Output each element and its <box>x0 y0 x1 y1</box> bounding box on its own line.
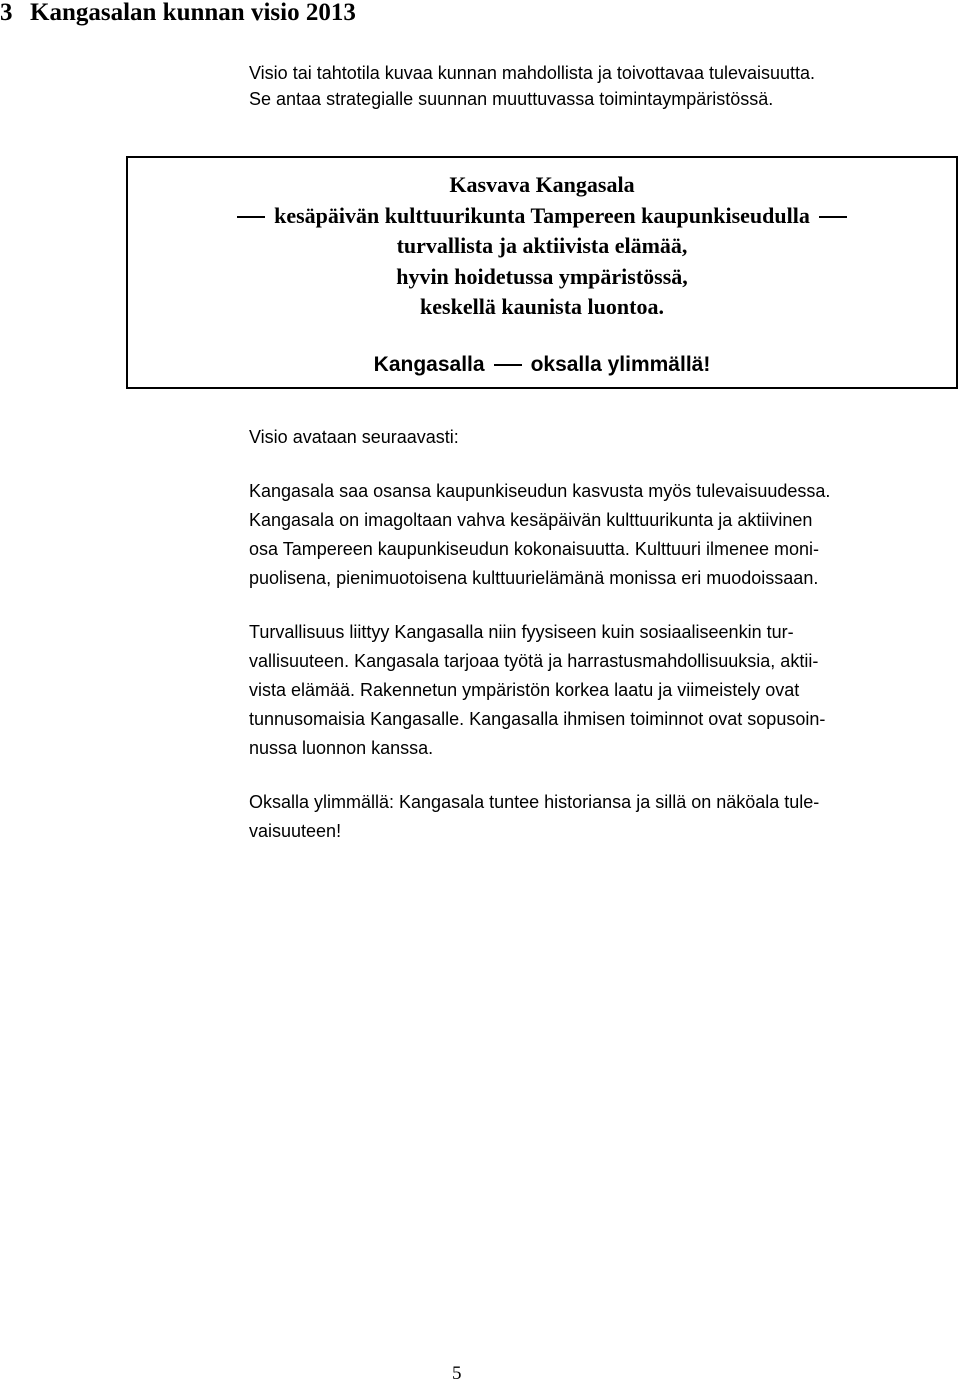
text-line: Turvallisuus liittyy Kangasalla niin fyysiseen kuin sosiaaliseenkin tur- <box>249 622 794 642</box>
dash-right-icon <box>819 216 847 218</box>
vision-title: Kasvava Kangasala <box>449 172 635 197</box>
vision-motto <box>128 350 956 380</box>
dash-icon <box>494 364 522 366</box>
page-number: 5 <box>452 1363 462 1384</box>
explanation-paragraph-3 <box>249 788 949 846</box>
vision-line: turvallista ja aktiivista elämää, <box>396 233 688 258</box>
vision-line: keskellä kaunista luontoa. <box>420 294 664 319</box>
paragraph-gap <box>249 452 949 477</box>
text-line: nussa luonnon kanssa. <box>249 738 434 758</box>
section-heading <box>0 0 356 28</box>
section-number: 3 <box>0 0 13 26</box>
paragraph-gap <box>249 593 949 618</box>
text-line: puolisena, pienimuotoisena kulttuurielämänä monissa eri muodoissaan. <box>249 568 819 588</box>
text-line: vallisuuteen. Kangasala tarjoaa työtä ja harrastusmahdollisuuksia, aktii- <box>249 651 819 671</box>
text-line: Kangasala saa osansa kaupunkiseudun kasvusta myös tulevaisuudessa. <box>249 481 831 501</box>
vision-line <box>128 201 956 232</box>
intro-line: Visio tai tahtotila kuvaa kunnan mahdollista ja toivottavaa tulevaisuutta. <box>249 63 816 83</box>
vision-line: hyvin hoidetussa ympäristössä, <box>396 263 688 289</box>
vision-explanation <box>249 423 949 846</box>
text-line: Kangasala on imagoltaan vahva kesäpäivän kulttuurikunta ja aktiivinen <box>249 510 813 530</box>
explanation-lead: Visio avataan seuraavasti: <box>249 427 459 447</box>
intro-line: Se antaa strategialle suunnan muuttuvassa toimintaympäristössä. <box>249 89 774 109</box>
motto-left: Kangasalla <box>373 353 485 376</box>
paragraph-gap <box>249 763 949 788</box>
explanation-paragraph-2 <box>249 618 949 763</box>
text-line: Oksalla ylimmällä: Kangasala tuntee historiansa ja sillä on näköala tule- <box>249 792 820 812</box>
vision-line-text: kesäpäivän kulttuurikunta Tampereen kaupunkiseudulla <box>274 202 810 228</box>
section-title: Kangasalan kunnan visio 2013 <box>30 0 356 26</box>
text-line: vista elämää. Rakennetun ympäristön korkea laatu ja viimeistely ovat <box>249 680 800 700</box>
intro-paragraph <box>249 60 949 112</box>
dash-left-icon <box>237 216 265 218</box>
vision-statement <box>128 170 956 323</box>
text-line: vaisuuteen! <box>249 821 342 841</box>
text-line: osa Tampereen kaupunkiseudun kokonaisuutta. Kulttuuri ilmenee moni- <box>249 539 820 559</box>
motto-right: oksalla ylimmällä! <box>530 353 711 376</box>
explanation-paragraph-1 <box>249 477 949 593</box>
vision-statement-box <box>126 156 958 389</box>
text-line: tunnusomaisia Kangasalle. Kangasalla ihmisen toiminnot ovat sopusoin- <box>249 709 826 729</box>
